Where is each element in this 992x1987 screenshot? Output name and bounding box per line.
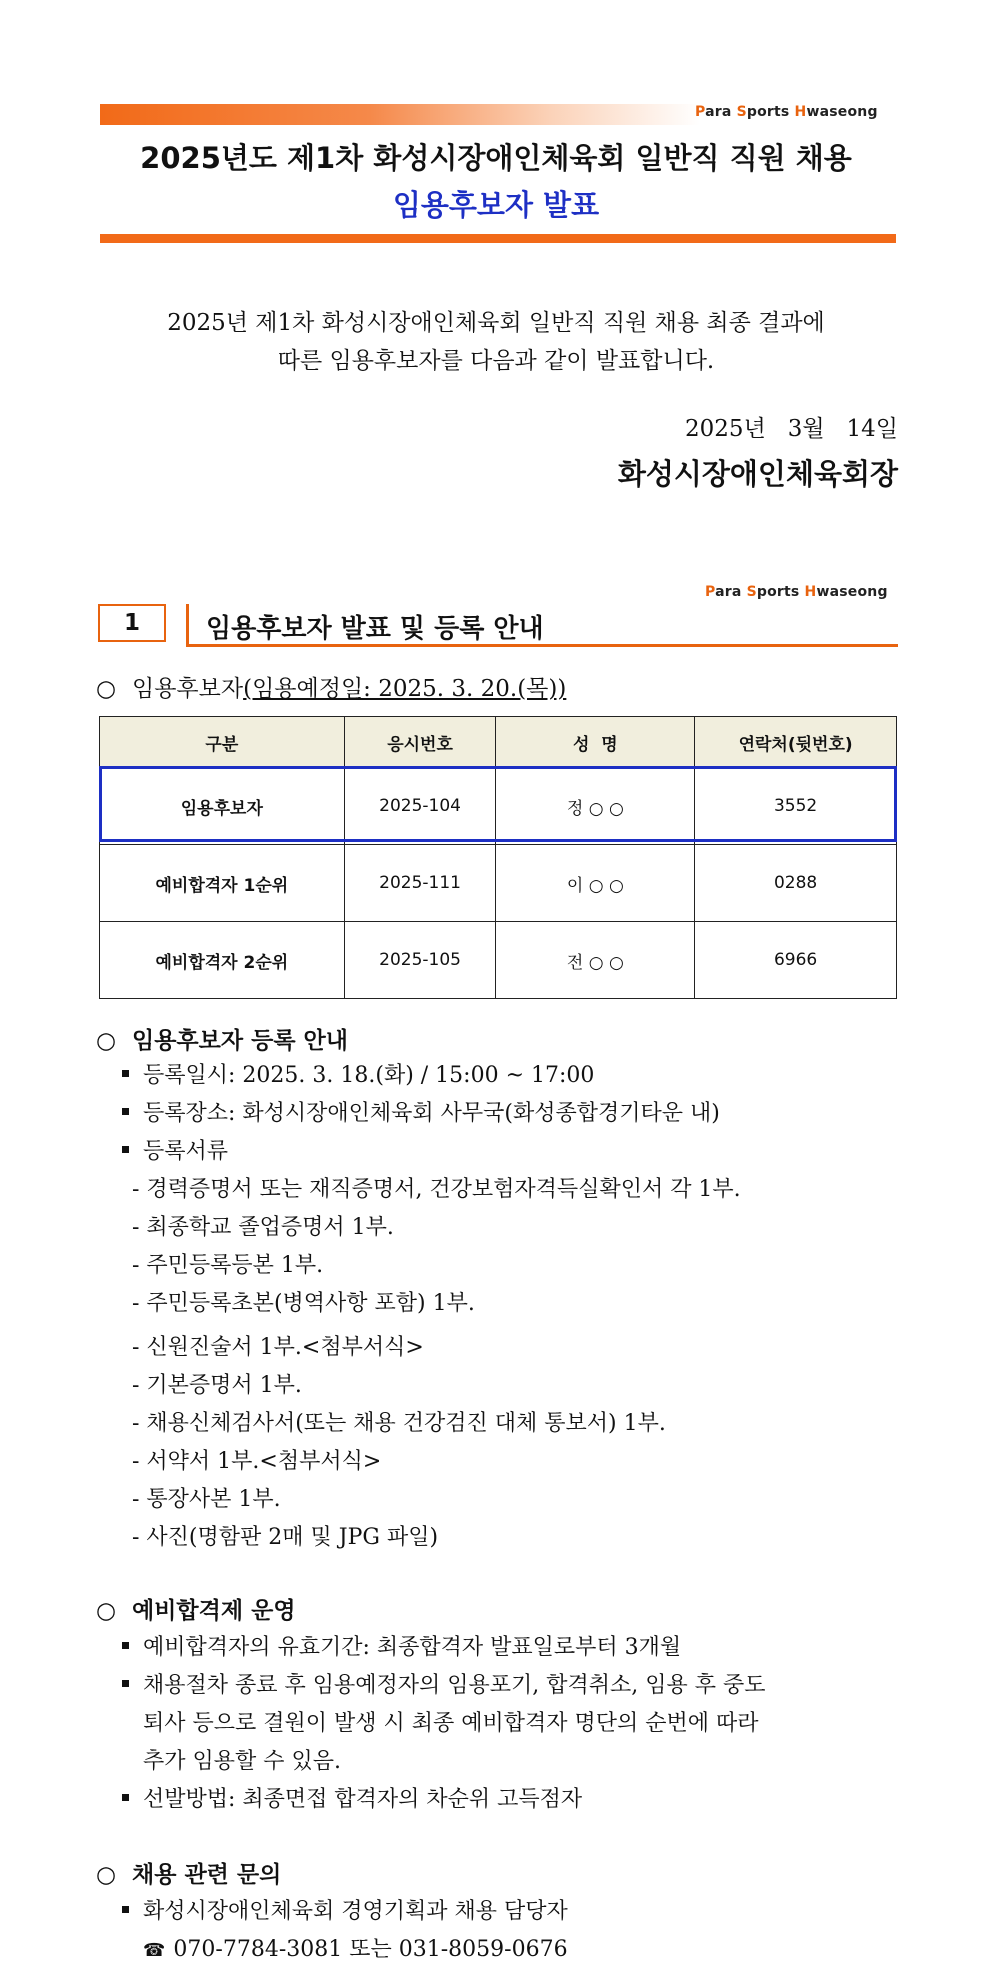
candidates-table xyxy=(99,716,897,999)
inquiry-heading: ○ 채용 관련 문의 xyxy=(96,1861,282,1888)
title-divider xyxy=(100,234,896,243)
circle-bullet: ○ xyxy=(96,1027,117,1054)
table-row xyxy=(100,845,897,922)
contact-phone: ☎ 070-7784-3081 또는 031-8059-0676 xyxy=(143,1937,568,1962)
announcement-date: 2025년 3월 14일 xyxy=(685,416,898,442)
table-header-row xyxy=(100,717,897,768)
circle-bullet: ○ xyxy=(96,1597,117,1624)
cell-contact: 6966 xyxy=(695,922,897,999)
document-item: - 주민등록초본(병역사항 포함) 1부. xyxy=(132,1291,475,1316)
registration-heading: ○ 임용후보자 등록 안내 xyxy=(96,1027,348,1054)
cell-contact: 3552 xyxy=(695,768,897,845)
brand-logo-text-section: Para Sports Hwaseong xyxy=(705,584,888,600)
cell-type: 임용후보자 xyxy=(100,768,345,845)
intro-line-2: 따른 임용후보자를 다음과 같이 발표합니다. xyxy=(277,348,715,374)
phone-icon: ☎ xyxy=(143,1940,166,1961)
page-subtitle: 임용후보자 발표 xyxy=(392,188,600,222)
section-underline xyxy=(186,644,898,647)
list-item: 등록일시: 2025. 3. 18.(화) / 15:00 ~ 17:00 xyxy=(122,1058,594,1089)
column-header: 연락처(뒷번호) xyxy=(695,717,897,768)
signer: 화성시장애인체육회장 xyxy=(617,457,898,491)
square-bullet-icon xyxy=(122,1680,129,1687)
section-bar xyxy=(186,604,189,644)
column-header: 응시번호 xyxy=(344,717,496,768)
cell-contact: 0288 xyxy=(695,845,897,922)
circle-bullet: ○ xyxy=(96,676,117,702)
header-gradient-band xyxy=(100,104,700,125)
column-header: 구분 xyxy=(100,717,345,768)
document-item: - 통장사본 1부. xyxy=(132,1487,281,1512)
table-row xyxy=(100,922,897,999)
list-item: 채용절차 종료 후 임용예정자의 임용포기, 합격취소, 임용 후 중도 xyxy=(122,1668,766,1699)
candidates-heading: ○ 임용후보자(임용예정일: 2025. 3. 20.(목)) xyxy=(96,676,567,702)
brand-logo-text: Para Sports Hwaseong xyxy=(695,104,878,120)
list-item: 등록장소: 화성시장애인체육회 사무국(화성종합경기타운 내) xyxy=(122,1096,720,1127)
document-item: - 서약서 1부.<첨부서식> xyxy=(132,1449,382,1474)
square-bullet-icon xyxy=(122,1108,129,1115)
list-item-continuation: 퇴사 등으로 결원이 발생 시 최종 예비합격자 명단의 순번에 따라 xyxy=(143,1711,759,1736)
document-item: - 경력증명서 또는 재직증명서, 건강보험자격득실확인서 각 1부. xyxy=(132,1177,741,1202)
list-item: 예비합격자의 유효기간: 최종합격자 발표일로부터 3개월 xyxy=(122,1630,681,1661)
document-item: - 신원진술서 1부.<첨부서식> xyxy=(132,1335,424,1360)
cell-name: 이 ○ ○ xyxy=(496,845,695,922)
table-row xyxy=(100,768,897,845)
intro-paragraph xyxy=(0,304,992,380)
square-bullet-icon xyxy=(122,1906,129,1913)
list-item: 화성시장애인체육회 경영기획과 채용 담당자 xyxy=(122,1894,568,1925)
cell-type: 예비합격자 1순위 xyxy=(100,845,345,922)
square-bullet-icon xyxy=(122,1070,129,1077)
square-bullet-icon xyxy=(122,1642,129,1649)
cell-number: 2025-104 xyxy=(344,768,496,845)
column-header: 성 명 xyxy=(496,717,695,768)
cell-number: 2025-111 xyxy=(344,845,496,922)
cell-name: 정 ○ ○ xyxy=(496,768,695,845)
section-title: 임용후보자 발표 및 등록 안내 xyxy=(206,614,544,644)
cell-number: 2025-105 xyxy=(344,922,496,999)
document-item: - 주민등록등본 1부. xyxy=(132,1253,324,1278)
document-item: - 최종학교 졸업증명서 1부. xyxy=(132,1215,394,1240)
document-item: - 기본증명서 1부. xyxy=(132,1373,302,1398)
list-item: 등록서류 xyxy=(122,1134,228,1165)
list-item-continuation: 추가 임용할 수 있음. xyxy=(143,1749,341,1774)
list-item: 선발방법: 최종면접 합격자의 차순위 고득점자 xyxy=(122,1782,582,1813)
cell-type: 예비합격자 2순위 xyxy=(100,922,345,999)
document-item: - 사진(명함판 2매 및 JPG 파일) xyxy=(132,1525,439,1550)
section-number: 1 xyxy=(98,604,166,642)
intro-line-1: 2025년 제1차 화성시장애인체육회 일반직 직원 채용 최종 결과에 xyxy=(167,310,825,336)
reserve-heading: ○ 예비합격제 운영 xyxy=(96,1597,296,1624)
circle-bullet: ○ xyxy=(96,1861,117,1888)
page-title: 2025년도 제1차 화성시장애인체육회 일반직 직원 채용 xyxy=(140,141,852,175)
square-bullet-icon xyxy=(122,1146,129,1153)
document-item: - 채용신체검사서(또는 채용 건강검진 대체 통보서) 1부. xyxy=(132,1411,666,1436)
square-bullet-icon xyxy=(122,1794,129,1801)
cell-name: 전 ○ ○ xyxy=(496,922,695,999)
